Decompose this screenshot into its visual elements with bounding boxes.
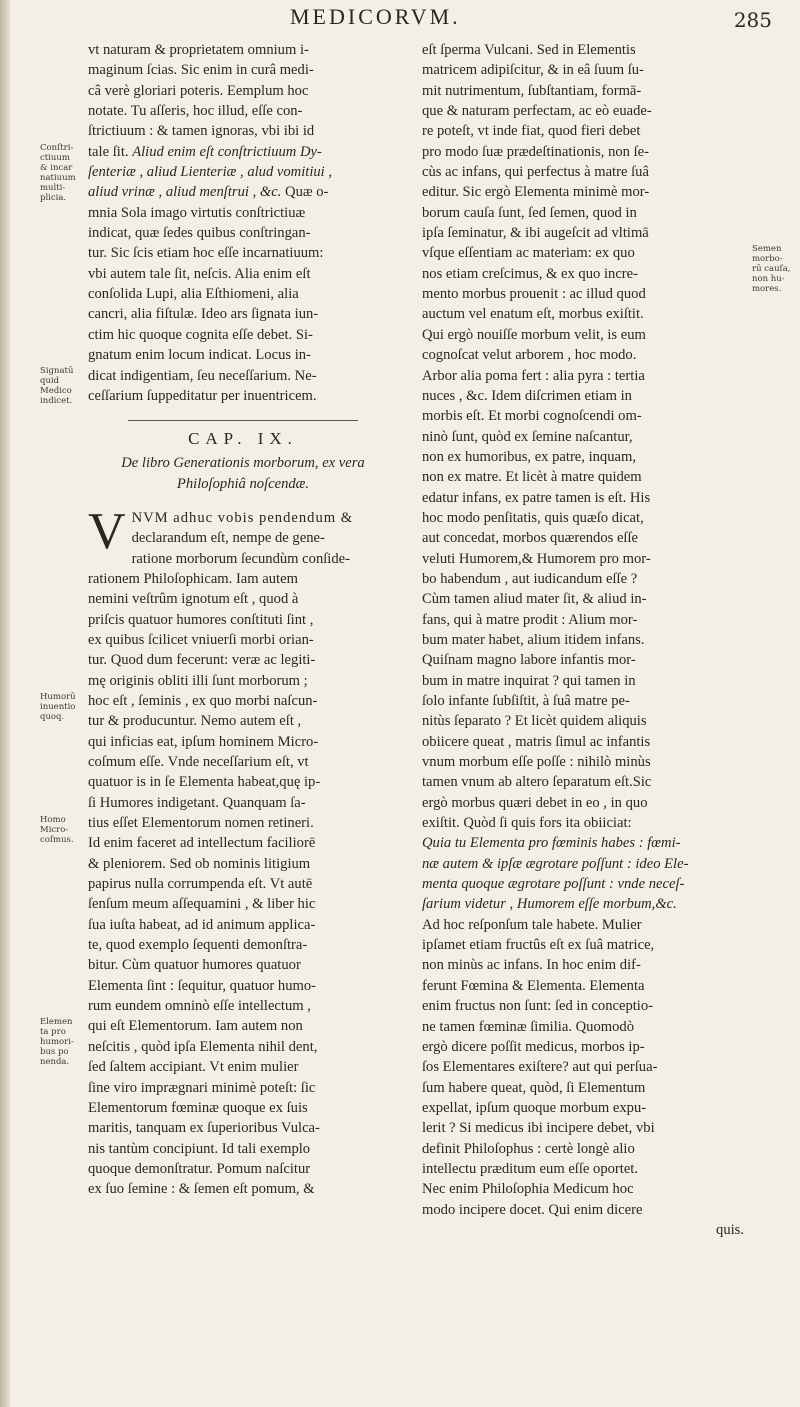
margin-note-line: Medico	[40, 386, 72, 396]
text-line: mento morbus prouenit : ac illud quod	[422, 286, 646, 303]
margin-note-line: Elemen	[40, 1017, 73, 1027]
margin-note-line: Conſtri-	[40, 143, 74, 153]
text-line: enim fructus non ſunt: ſed in conceptio-	[422, 998, 654, 1015]
text-line: qui eſt Elementorum. Iam autem non	[88, 1018, 303, 1035]
text-line: mnia Sola imago virtutis conſtrictiuæ	[88, 204, 306, 221]
text-line: eſt ſperma Vulcani. Sed in Elementis	[422, 42, 636, 58]
text-line: nuces , &c. Idem diſcrimen etiam in	[422, 387, 632, 404]
text-line: coſmum eſſe. Vnde neceſſarium eſt, vt	[88, 754, 309, 770]
text-line: vbi autem tale ſit, neſcis. Alia enim eſt	[88, 265, 311, 282]
text-line: ſolo infante ſubſiſtit, à ſuâ matre pe-	[422, 693, 630, 709]
text-line: rum eundem omninò eſſe intellectum ,	[88, 998, 311, 1015]
drop-cap: V	[88, 502, 126, 560]
margin-note-line: indicet.	[40, 396, 73, 406]
chapter-rule	[128, 420, 358, 421]
text-line: non ex humoribus, ex patre, inquam,	[422, 448, 636, 465]
text-line: expellat, ipſum quoque morbum expu-	[422, 1099, 647, 1116]
margin-note-line: morbo-	[752, 254, 783, 264]
margin-note-line: bus po	[40, 1047, 69, 1057]
text-line: ſenſum meum aſſequamini , & liber hic	[88, 896, 316, 913]
text-line: tur. Sic ſcis etiam hoc eſſe incarnatiuum:	[88, 245, 324, 262]
text-line: ſed ſaltem accipiant. Vt enim mulier	[88, 1059, 299, 1076]
text-line: nis tantùm concipiunt. Id tali exemplo	[88, 1140, 311, 1157]
margin-note-line: coſmus.	[40, 835, 74, 845]
text-line: Id enim faceret ad intellectum faciliorē	[88, 835, 316, 852]
margin-note-line: quoq.	[40, 712, 65, 722]
text-line: ferunt Fœmina & Elementa. Elementa	[422, 977, 645, 994]
text-line: neſcitis , quòd ipſa Elementa nihil dent,	[88, 1038, 318, 1055]
text-line: vſque eſſentiam ac materiam: ex quo	[422, 245, 635, 262]
left-paragraph-1	[88, 40, 398, 142]
text-line: ſos Elementares exiſtere? aut qui perſua-	[422, 1059, 658, 1076]
text-line: Cùm tamen aliud mater ſit, & aliud in-	[422, 591, 647, 608]
text-line: tur. Quod dum fecerunt: veræ ac legiti-	[88, 652, 316, 669]
text-line: ſua iuſta habeat, ad id animum applica-	[88, 916, 316, 933]
text-line: rationem Philoſophicam. Iam autem	[88, 570, 298, 587]
margin-note-semen	[752, 244, 790, 294]
text-line: Qui ergò nouiſſe morbum velit, is eum	[422, 326, 646, 343]
margin-note-line: nenda.	[40, 1057, 70, 1067]
text-line: morbis eſt. Et morbi cognoſcendi om-	[422, 408, 642, 425]
text-line: Elementa ſint : ſequitur, quatuor humo-	[88, 977, 316, 994]
text-line: ergò morbus quæri debet in eo , in quo	[422, 794, 648, 811]
text-line: Arbor alia poma fert : alia pyra : tertia	[422, 367, 645, 384]
text-line: ſum habere queat, quòd, ſi Elementum	[422, 1079, 646, 1096]
catchword: quis.	[716, 1221, 744, 1238]
text-line: obiicere queat , matris ſimul ac infantis	[422, 733, 651, 750]
text-line: fans, qui à matre prodit : Alium mor-	[422, 611, 638, 628]
text-line: gnatum enim locum indicat. Locus in-	[88, 347, 311, 364]
text-line: auctum vel enatum eſt, morbus exiſtit.	[422, 306, 644, 323]
left-paragraph-2	[88, 203, 398, 406]
margin-note-line: multi-	[40, 183, 66, 193]
page-header	[80, 0, 790, 40]
text-line: definit Philoſophus : certè longè alio	[422, 1140, 635, 1157]
text-line: nitùs ſeparato ? Et licèt quidem aliquis	[422, 713, 647, 730]
text-line: editur. Sic ergò Elementa minimè mor-	[422, 184, 650, 201]
text-line: ſine viro imprægnari minimè poteſt: ſic	[88, 1079, 316, 1096]
text-line: vt naturam & proprietatem omnium i-	[88, 42, 309, 58]
text-line: næ autem & ipſæ ægrotare poſſunt : ideo Ele-	[422, 855, 689, 872]
text-line: mit nutrimentum, ſubſtantiam, formā-	[422, 82, 642, 99]
margin-note-constrictivum	[40, 143, 76, 203]
text-line: indicat, quæ ſedes quibus conſtringan-	[88, 225, 311, 242]
text-line: Elementorum fœminæ quoque ex ſuis	[88, 1099, 308, 1116]
margin-note-line: Homo	[40, 815, 66, 825]
text-line: câ verè gloriari poteris. Eemplum hoc	[88, 82, 309, 99]
text-line: bum mater habet, alium itidem infans.	[422, 631, 645, 648]
margin-note-line: quid	[40, 376, 60, 386]
text-line: NVM adhuc vobis pendendum &	[131, 509, 354, 526]
text-line: cùs ac infans, qui perfectus à matre ſuâ	[422, 164, 649, 181]
text-line: nemini veſtrûm ignotum eſt , quod à	[88, 591, 299, 608]
text-line: papirus nulla corrumpenda eſt. Vt autē	[88, 876, 313, 893]
text-line: bo habendum , aut iudicandum eſſe ?	[422, 570, 638, 587]
text-line: ninò ſunt, quòd ex ſemine naſcantur,	[422, 428, 633, 445]
text-line: cancri, alia fiſtulæ. Ideo ars ſignata iun-	[88, 306, 319, 323]
text-line: quatuor is in ſe Elementa habeat,quę ip-	[88, 774, 321, 791]
text-line: non minùs ac infans. In hoc enim dif-	[422, 957, 641, 974]
right-column	[422, 40, 744, 1240]
text-line: Nec enim Philoſophia Medicum hoc	[422, 1181, 634, 1198]
text-line: ex quibus ſcilicet vniuerſi morbi orian-	[88, 631, 314, 648]
margin-note-line: inuentio	[40, 702, 76, 712]
text-line: ſtrictiuum : & tamen ignoras, vbi ibi id	[88, 123, 315, 140]
text-line: ſi Humores indigetant. Quanquam ſa-	[88, 794, 306, 811]
left-column	[88, 40, 398, 1200]
margin-note-line: natiuum	[40, 173, 76, 183]
right-italic-objection	[422, 833, 744, 894]
text-line: tale ſit. Aliud enim eſt conſtrictiuum Dy-	[88, 143, 322, 160]
text-line: lerit ? Si medicus ibi incipere debet, vbi	[422, 1120, 655, 1137]
left-paragraph-3	[88, 549, 398, 1200]
text-line: hoc modo penſitatis, quis quæſo dicat,	[422, 509, 644, 526]
text-line: Quia tu Elementa pro fœminis habes : fœmi-	[422, 835, 681, 852]
text-line: qui inficias eat, ipſum hominem Micro-	[88, 733, 319, 750]
text-line: ſarium videtur , Humorem eſſe morbum,&c.	[422, 896, 677, 913]
margin-note-line: ta pro	[40, 1027, 66, 1037]
margin-note-line: rū cauſa,	[752, 264, 791, 274]
text-line: maritis, tanquam ex ſuperioribus Vulca-	[88, 1120, 320, 1137]
margin-note-line: Micro-	[40, 825, 69, 835]
text-line: dicat indigentiam, ſeu neceſſarium. Ne-	[88, 367, 317, 384]
text-line: modo incipere docet. Qui enim dicere	[422, 1201, 643, 1218]
text-line: ipſamet etiam fructûs eſt ex ſuâ matrice,	[422, 937, 655, 954]
chapter-heading: CAP. IX.	[188, 429, 298, 449]
text-line: aliud vrinæ , aliud menſtrui , &c. Quæ o-	[88, 184, 329, 201]
running-head: MEDICORVM.	[290, 4, 461, 29]
left-italic-lines	[88, 162, 398, 203]
text-line: exiſtit. Quòd ſi quis fors ita obiiciat:	[422, 815, 632, 832]
margin-note-line: humori-	[40, 1037, 74, 1047]
text-line: edatur infans, ex patre tamen is eſt. His	[422, 489, 651, 506]
text-line: ſenteriæ , aliud Lienteriæ , alud vomitiui ,	[88, 164, 333, 181]
text-line: Ad hoc reſponſum tale habete. Mulier	[422, 916, 642, 933]
text-line: ctim hic quoque cognita eſſe debet. Si-	[88, 326, 313, 343]
text-line: re poteſt, vt inde fiat, quod fieri debet	[422, 123, 641, 140]
margin-note-line: non hu-	[752, 274, 785, 284]
text-line: aut concedat, morbos quærendos eſſe	[422, 530, 639, 547]
text-line: ergò dicere poſſit medicus, morbos ip-	[422, 1038, 645, 1055]
text-line: cognoſcat velut arborem , hoc modo.	[422, 347, 637, 364]
text-line: tius eſſet Elementorum nomen retineri.	[88, 815, 314, 832]
book-spine-shadow	[0, 0, 10, 1407]
text-line: priſcis quatuor humores conſtituti ſint ,	[88, 611, 314, 628]
text-line: Quiſnam magno labore infantis mor-	[422, 652, 636, 669]
text-line: mę originis obliti illi ſunt morborum ;	[88, 672, 308, 689]
margin-note-line: Semen	[752, 244, 782, 254]
text-line: que & naturam perfectam, ac eò euade-	[422, 103, 652, 120]
text-line: ipſa ſeminatur, & ibi augeſcit ad vltimā	[422, 225, 649, 242]
text-line: ratione morborum ſecundùm conſide-	[131, 550, 350, 567]
margin-note-line: mores.	[752, 284, 782, 294]
right-paragraph-1	[422, 40, 744, 833]
text-line: ex ſuo ſemine : & ſemen eſt pomum, &	[88, 1181, 315, 1198]
right-paragraph-2	[422, 915, 744, 1220]
text-line: non ex matre. Et licèt à matre quidem	[422, 469, 642, 486]
text-line: borum cauſa ſunt, ſed ſemen, quod in	[422, 204, 637, 221]
margin-note-line: Humorū	[40, 692, 76, 702]
text-line: tamen vnum ab altero ſeparatum eſt.Sic	[422, 774, 652, 791]
text-line: declarandum eſt, nempe de gene-	[131, 530, 325, 547]
text-line: nos etiam creſcimus, & ex quo incre-	[422, 265, 638, 282]
text-line: ceſſarium ſuppeditatur per inuentricem.	[88, 387, 317, 404]
text-line: tur & producuntur. Nemo autem eſt ,	[88, 713, 302, 730]
text-line: matricem adipiſcitur, & in eâ ſuum ſu-	[422, 62, 644, 79]
text-line: pro modo ſuæ prædeſtinationis, non ſe-	[422, 143, 649, 160]
margin-note-line: & incar	[40, 163, 73, 173]
margin-note-elementa	[40, 1017, 74, 1067]
margin-note-humorum	[40, 692, 76, 722]
text-line: ne tamen fœminæ ſimilia. Quomodò	[422, 1018, 634, 1035]
page-number: 285	[733, 8, 772, 32]
chapter-subtitle-line-1: De libro Generationis morborum, ex vera	[121, 455, 365, 472]
text-line: notate. Tu aſſeris, hoc illud, eſſe con-	[88, 103, 303, 120]
margin-note-line: ctiuum	[40, 153, 70, 163]
text-line: & pleniorem. Sed ob nominis litigium	[88, 855, 311, 872]
text-line: hoc eſt , ſeminis , ex quo morbi naſcun-	[88, 692, 318, 709]
text-line: maginum ſcias. Sic enim in curâ medi-	[88, 62, 314, 79]
text-line: te, quod exemplo ſequenti demonſtra-	[88, 937, 308, 954]
margin-note-homo	[40, 815, 74, 845]
margin-note-line: Signatū	[40, 366, 74, 376]
text-line: veluti Humorem,& Humorem pro mor-	[422, 550, 651, 567]
text-line: bitur. Cùm quatuor humores quatuor	[88, 957, 301, 974]
chapter-subtitle-line-2: Philoſophiâ noſcendæ.	[176, 475, 310, 492]
margin-note-signatum	[40, 366, 73, 406]
text-line: quoque demonſtratur. Pomum naſcitur	[88, 1160, 311, 1177]
text-line: intellectu præditum eum eſſe oportet.	[422, 1160, 639, 1177]
text-line: bum in matre inquirat ? qui tamen in	[422, 672, 636, 689]
text-line: menta quoque ægrotare poſſunt : vnde neceſ-	[422, 876, 685, 893]
margin-note-line: plicia.	[40, 193, 67, 203]
text-line: vnum morbum eſſe poſſe : nihilò minùs	[422, 754, 651, 771]
text-line: conſolida Lupi, alia Eſthiomeni, alia	[88, 286, 299, 303]
